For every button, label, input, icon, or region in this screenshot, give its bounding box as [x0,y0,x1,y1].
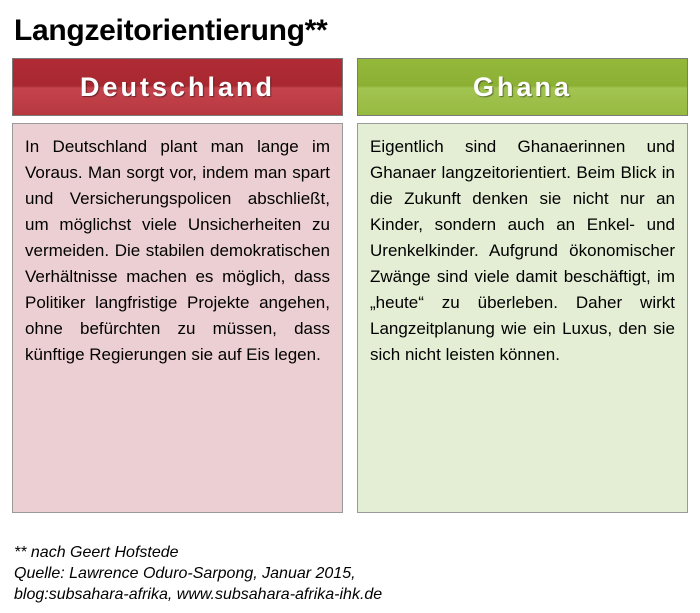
column-body-germany [12,123,343,513]
column-header-germany-label: Deutschland [79,71,276,102]
column-header-ghana [357,58,688,116]
page-title: Langzeitorientierung** [14,14,328,47]
column-text-ghana: Eigentlich sind Ghanaerinnen und Ghanaer langzeitorientiert. Beim Blick in die Zukunft denken sie nicht nur an Kinder, sondern auch an Enkel- und Urenkelkinder. Aufgrund ökonomischer Zwänge sind viele damit beschäftigt, im „heute“ zu überleben. Daher wirkt Langzeitplanung wie ein Luxus, den sie sich nicht leisten können. [370,137,675,364]
column-text-germany: In Deutschland plant man lange im Voraus. Man sorgt vor, indem man spart und Versicherungspolicen abschließt, um möglichst viele Unsicherheiten zu vermeiden. Die stabilen demokratischen Verhältnisse machen es möglich, dass Politiker langfristige Projekte angehen, ohne befürchten zu müssen, dass künftige Regierungen sie auf Eis legen. [25,137,330,364]
footnotes [14,542,382,605]
column-header-germany [12,58,343,116]
footnote-line-2: Quelle: Lawrence Oduro-Sarpong, Januar 2015, [14,565,356,582]
column-body-ghana [357,123,688,513]
comparison-columns [12,58,688,513]
column-ghana [357,58,688,513]
column-header-ghana-label: Ghana [472,71,573,102]
footnote-line-1: ** nach Geert Hofstede [14,544,179,561]
footnote-line-3: blog:subsahara-afrika, www.subsahara-afrika-ihk.de [14,586,383,603]
column-germany [12,58,343,513]
